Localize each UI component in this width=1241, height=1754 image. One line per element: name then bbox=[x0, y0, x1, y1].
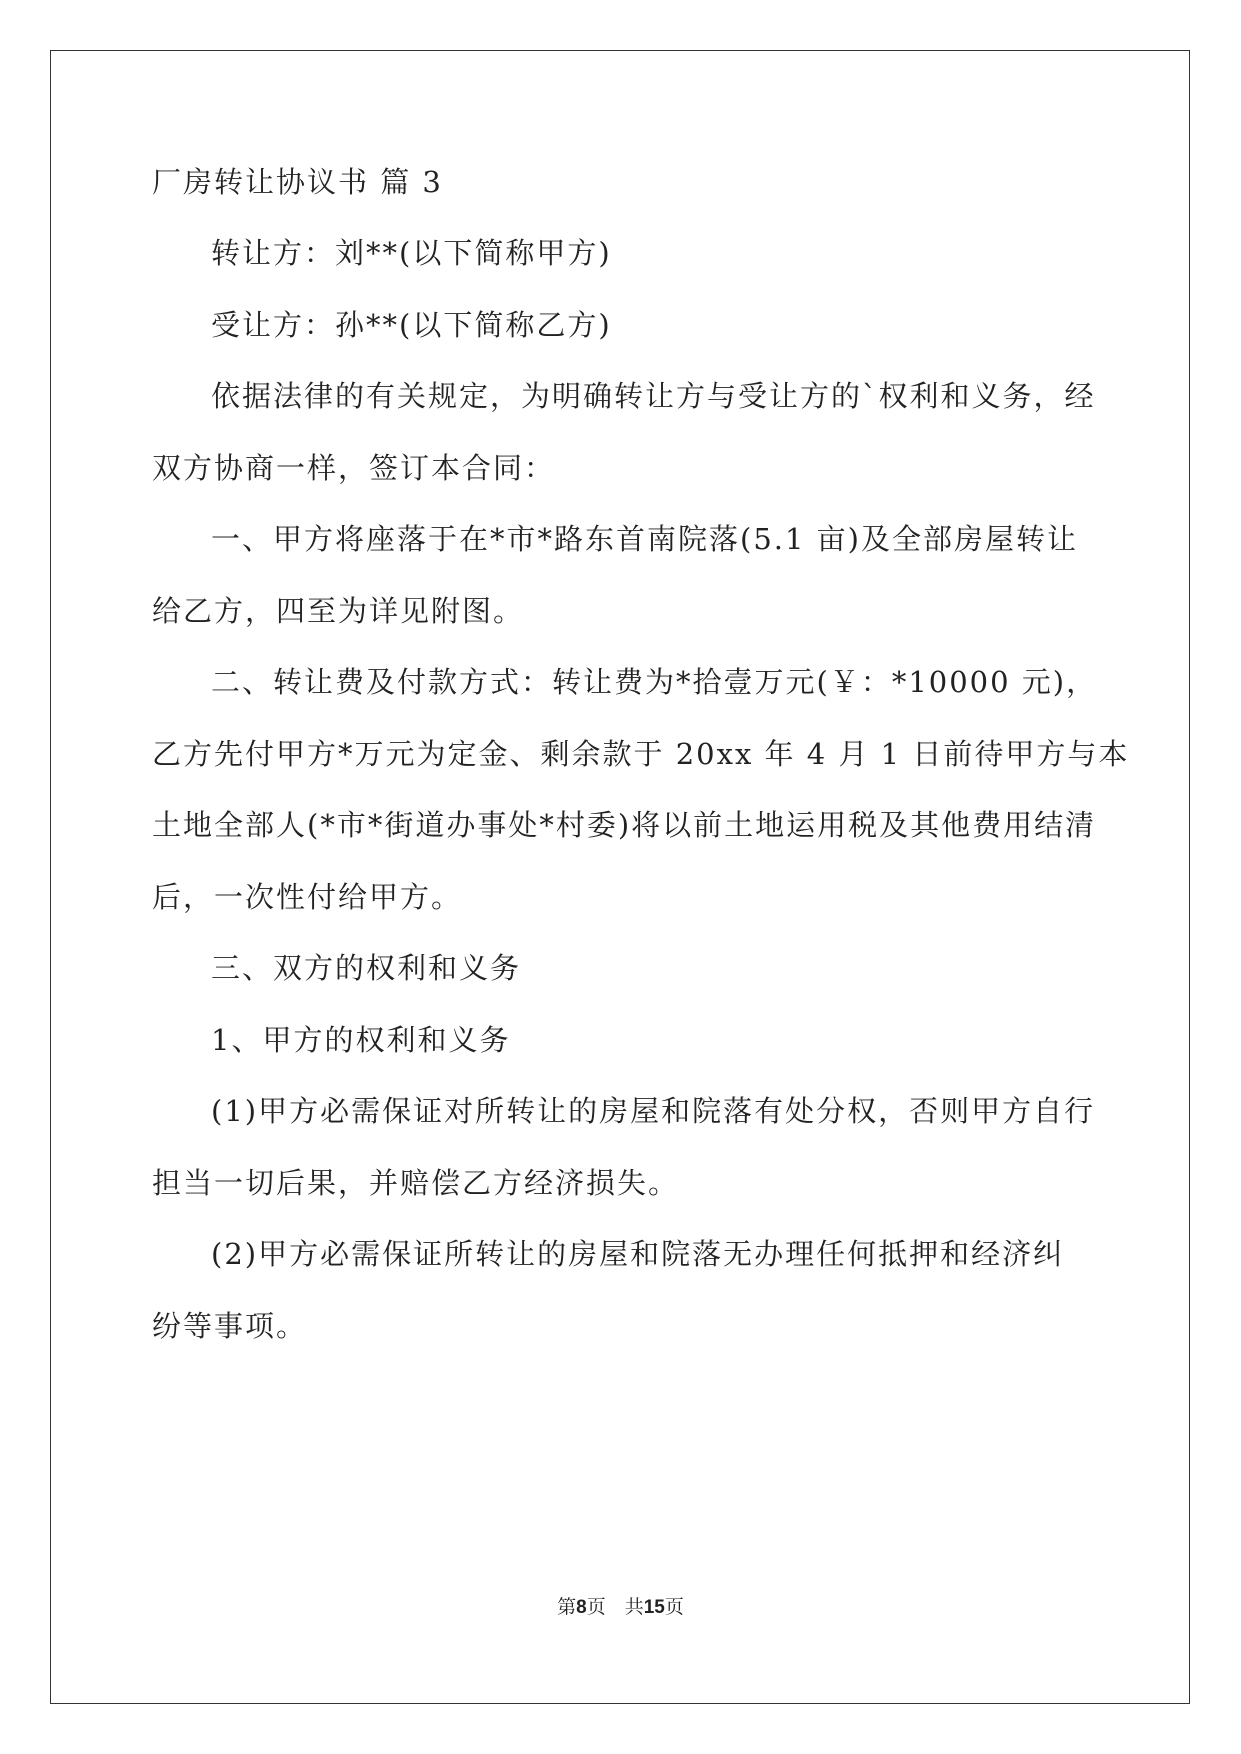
document-title: 厂房转让协议书 篇 3 bbox=[152, 165, 443, 199]
paragraph-line: 担当一切后果，并赔偿乙方经济损失。 bbox=[152, 1166, 680, 1200]
paragraph-line: 土地全部人(*市*街道办事处*村委)将以前土地运用税及其他费用结清 bbox=[152, 808, 1097, 842]
page-footer bbox=[0, 1592, 1241, 1619]
paragraph-line: 一、甲方将座落于在*市*路东首南院落(5.1 亩)及全部房屋转让 bbox=[211, 522, 1078, 556]
paragraph-line: 给乙方，四至为详见附图。 bbox=[152, 594, 525, 628]
paragraph-line: (1)甲方必需保证对所转让的房屋和院落有处分权，否则甲方自行 bbox=[211, 1094, 1096, 1128]
footer-page-number: 8 bbox=[576, 1597, 587, 1618]
paragraph-line: (2)甲方必需保证所转让的房屋和院落无办理任何抵押和经济纠 bbox=[211, 1237, 1065, 1271]
paragraph-line: 二、转让费及付款方式：转让费为*拾壹万元(￥：*10000 元)， bbox=[211, 665, 1098, 699]
paragraph-line: 乙方先付甲方*万元为定金、剩余款于 20xx 年 4 月 1 日前待甲方与本 bbox=[152, 737, 1130, 771]
paragraph-line: 转让方：刘**(以下简称甲方) bbox=[211, 236, 612, 270]
paragraph-line: 纷等事项。 bbox=[152, 1309, 308, 1343]
footer-middle: 页 共 bbox=[586, 1596, 644, 1618]
paragraph-line: 双方协商一样，签订本合同： bbox=[152, 451, 556, 485]
paragraph-line: 1、甲方的权利和义务 bbox=[211, 1023, 511, 1057]
footer-prefix: 第 bbox=[557, 1596, 577, 1618]
paragraph-line: 依据法律的有关规定，为明确转让方与受让方的`权利和义务，经 bbox=[211, 379, 1096, 413]
footer-suffix: 页 bbox=[664, 1596, 684, 1618]
paragraph-line: 三、双方的权利和义务 bbox=[211, 951, 522, 985]
footer-total-pages: 15 bbox=[643, 1597, 665, 1618]
paragraph-line: 后，一次性付给甲方。 bbox=[152, 880, 463, 914]
paragraph-line: 受让方：孙**(以下简称乙方) bbox=[211, 308, 612, 342]
